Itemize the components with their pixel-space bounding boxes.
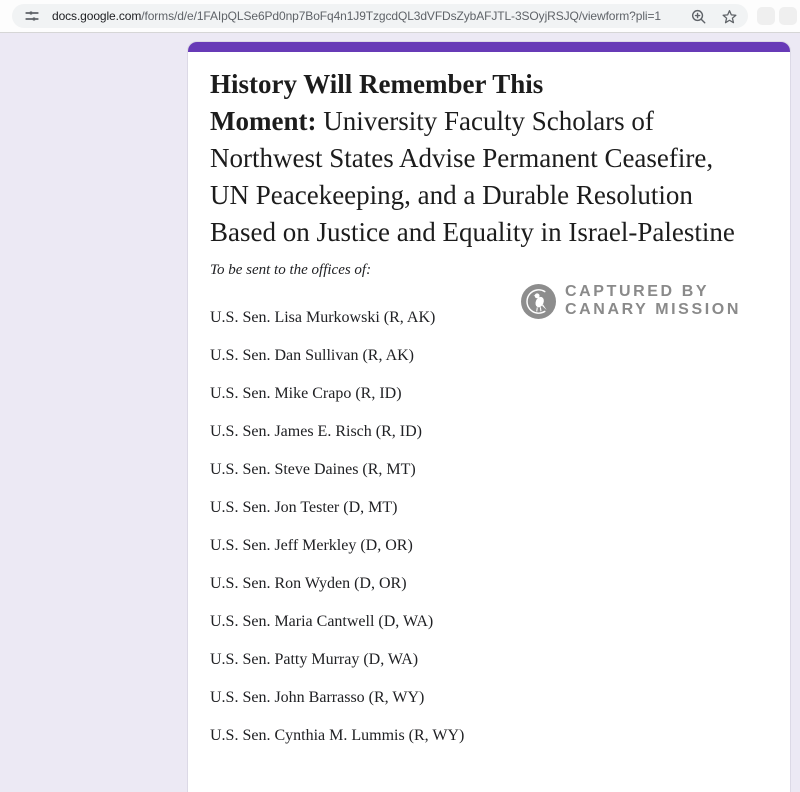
form-title-bold-line2: Moment:: [210, 106, 317, 136]
form-card: [187, 41, 791, 792]
recipient-item: U.S. Sen. Lisa Murkowski (R, AK): [210, 309, 436, 326]
form-card-body: [188, 52, 790, 744]
url-domain: docs.google.com: [52, 9, 142, 23]
url-path: /forms/d/e/1FAIpQLSe6Pd0np7BoFq4n1J9TzgcdQL3dVFDsZybAFJTL-3SOyjRSJQ/viewform?pli=1: [141, 9, 661, 23]
zoom-in-icon[interactable]: [690, 8, 707, 25]
recipient-item: U.S. Sen. John Barrasso (R, WY): [210, 689, 425, 706]
form-title-rest: University Faculty Scholars of Northwest States Advise Permanent Ceasefire, UN Peacekeeping, and a Durable Resolution Based on Justice and Equality in Israel-Palestine: [210, 106, 735, 247]
site-settings-tune-icon[interactable]: [24, 8, 40, 24]
recipient-item: U.S. Sen. Maria Cantwell (D, WA): [210, 613, 434, 630]
watermark-line1: CAPTURED BY: [565, 283, 710, 300]
browser-toolbar: [0, 0, 800, 33]
form-title: [210, 66, 755, 251]
recipient-item: U.S. Sen. Dan Sullivan (R, AK): [210, 347, 414, 364]
recipient-item: U.S. Sen. Mike Crapo (R, ID): [210, 385, 402, 402]
form-intro: To be sent to the offices of:: [210, 262, 372, 278]
address-bar[interactable]: [12, 4, 748, 28]
recipients-list: [210, 309, 766, 744]
recipient-item: U.S. Sen. Patty Murray (D, WA): [210, 651, 419, 668]
form-title-bold-line1: History Will Remember This: [210, 69, 544, 99]
recipient-item: U.S. Sen. James E. Risch (R, ID): [210, 423, 422, 440]
url-text[interactable]: [52, 9, 690, 23]
browser-profile-area[interactable]: [779, 7, 797, 25]
recipient-item: U.S. Sen. Jon Tester (D, MT): [210, 499, 398, 516]
browser-extensions-area[interactable]: [757, 7, 775, 25]
recipient-item: U.S. Sen. Jeff Merkley (D, OR): [210, 537, 413, 554]
recipient-item: U.S. Sen. Steve Daines (R, MT): [210, 461, 416, 478]
recipient-item: U.S. Sen. Cynthia M. Lummis (R, WY): [210, 727, 465, 744]
form-accent-bar: [188, 42, 790, 52]
watermark-line2: CANARY MISSION: [565, 301, 741, 318]
bookmark-star-icon[interactable]: [721, 8, 738, 25]
recipient-item: U.S. Sen. Ron Wyden (D, OR): [210, 575, 407, 592]
form-page: [0, 33, 800, 792]
